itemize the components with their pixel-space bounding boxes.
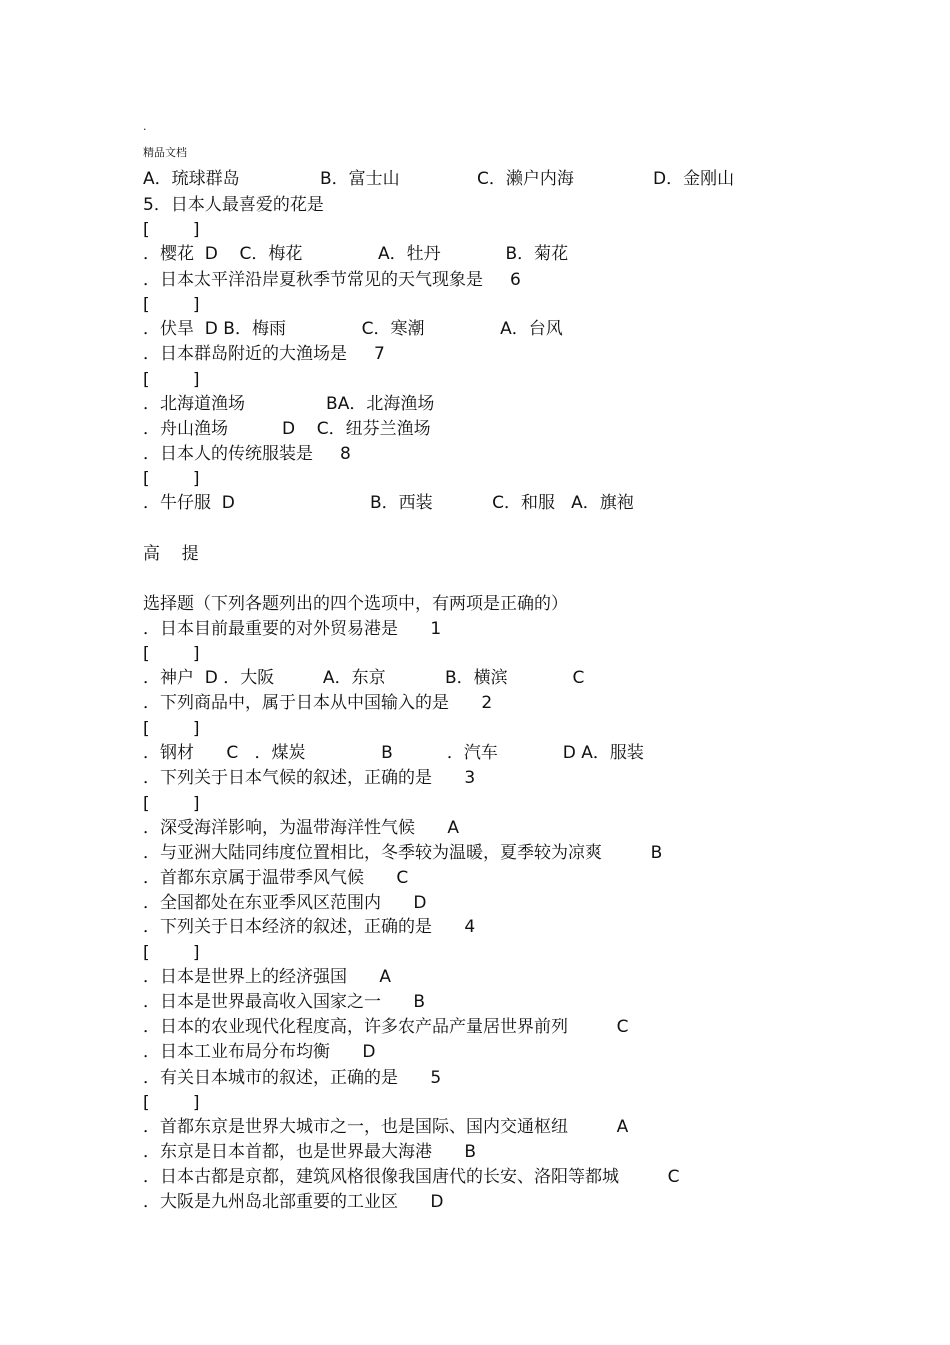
option-line: ．北海道渔场 BA．北海渔场 [143, 394, 435, 414]
question-stem: ．下列商品中，属于日本从中国输入的是 2 [143, 693, 493, 713]
options-line: ．樱花 D C．梅花 A．牡丹 B．菊花 [143, 244, 569, 264]
option-line: ．日本工业布局分布均衡 D [143, 1042, 376, 1062]
options-line: ．钢材 C ．煤炭 B ．汽车 D A．服装 [143, 743, 644, 763]
answer-bracket: [ ] [143, 794, 200, 814]
section-intro: 选择题（下列各题列出的四个选项中，有两项是正确的） [143, 594, 568, 614]
option-line: ．与亚洲大陆同纬度位置相比，冬季较为温暖，夏季较为凉爽 B [143, 843, 663, 863]
answer-bracket: [ ] [143, 469, 200, 489]
question-stem: ．日本群岛附近的大渔场是 7 [143, 344, 385, 364]
source-label: 精品文档 [143, 146, 187, 159]
answer-bracket: [ ] [143, 719, 200, 739]
q4-option-b: B．富士山 [320, 169, 400, 189]
option-line: ．全国都处在东亚季风区范围内 D [143, 893, 427, 913]
question-stem: ．日本人的传统服装是 8 [143, 444, 351, 464]
section-heading: 高 提 [143, 544, 199, 564]
question-stem: 5．日本人最喜爱的花是 [143, 195, 324, 215]
option-line: ．深受海洋影响，为温带海洋性气候 A [143, 818, 460, 838]
option-line: ．首都东京是世界大城市之一，也是国际、国内交通枢纽 A [143, 1117, 629, 1137]
question-stem: ．下列关于日本气候的叙述，正确的是 3 [143, 768, 476, 788]
option-line: ．舟山渔场 D C．纽芬兰渔场 [143, 419, 431, 439]
question-stem: ．下列关于日本经济的叙述，正确的是 4 [143, 917, 476, 937]
options-line: ．神户 D ．大阪 A．东京 B．横滨 C [143, 668, 585, 688]
option-line: ．日本是世界上的经济强国 A [143, 967, 392, 987]
options-line: ．牛仔服 D B．西装 C．和服 A．旗袍 [143, 493, 634, 513]
answer-bracket: [ ] [143, 943, 200, 963]
answer-bracket: [ ] [143, 370, 200, 390]
question-stem: ．日本目前最重要的对外贸易港是 1 [143, 619, 442, 639]
answer-bracket: [ ] [143, 295, 200, 315]
q4-option-c: C．濑户内海 [477, 169, 574, 189]
option-line: ．日本是世界最高收入国家之一 B [143, 992, 426, 1012]
question-stem: ．日本太平洋沿岸夏秋季节常见的天气现象是 6 [143, 270, 521, 290]
option-line: ．日本的农业现代化程度高，许多农产品产量居世界前列 C [143, 1017, 629, 1037]
answer-bracket: [ ] [143, 220, 200, 240]
option-line: ．日本古都是京都，建筑风格很像我国唐代的长安、洛阳等都城 C [143, 1167, 680, 1187]
option-line: ．东京是日本首都，也是世界最大海港 B [143, 1142, 477, 1162]
header-dot: . [143, 120, 147, 133]
q4-option-d: D．金刚山 [653, 169, 735, 189]
q4-option-a: A．琉球群岛 [143, 169, 240, 189]
answer-bracket: [ ] [143, 1093, 200, 1113]
question-stem: ．有关日本城市的叙述，正确的是 5 [143, 1068, 442, 1088]
option-line: ．大阪是九州岛北部重要的工业区 D [143, 1192, 444, 1212]
options-line: ．伏旱 D B．梅雨 C．寒潮 A．台风 [143, 319, 563, 339]
option-line: ．首都东京属于温带季风气候 C [143, 868, 409, 888]
answer-bracket: [ ] [143, 644, 200, 664]
